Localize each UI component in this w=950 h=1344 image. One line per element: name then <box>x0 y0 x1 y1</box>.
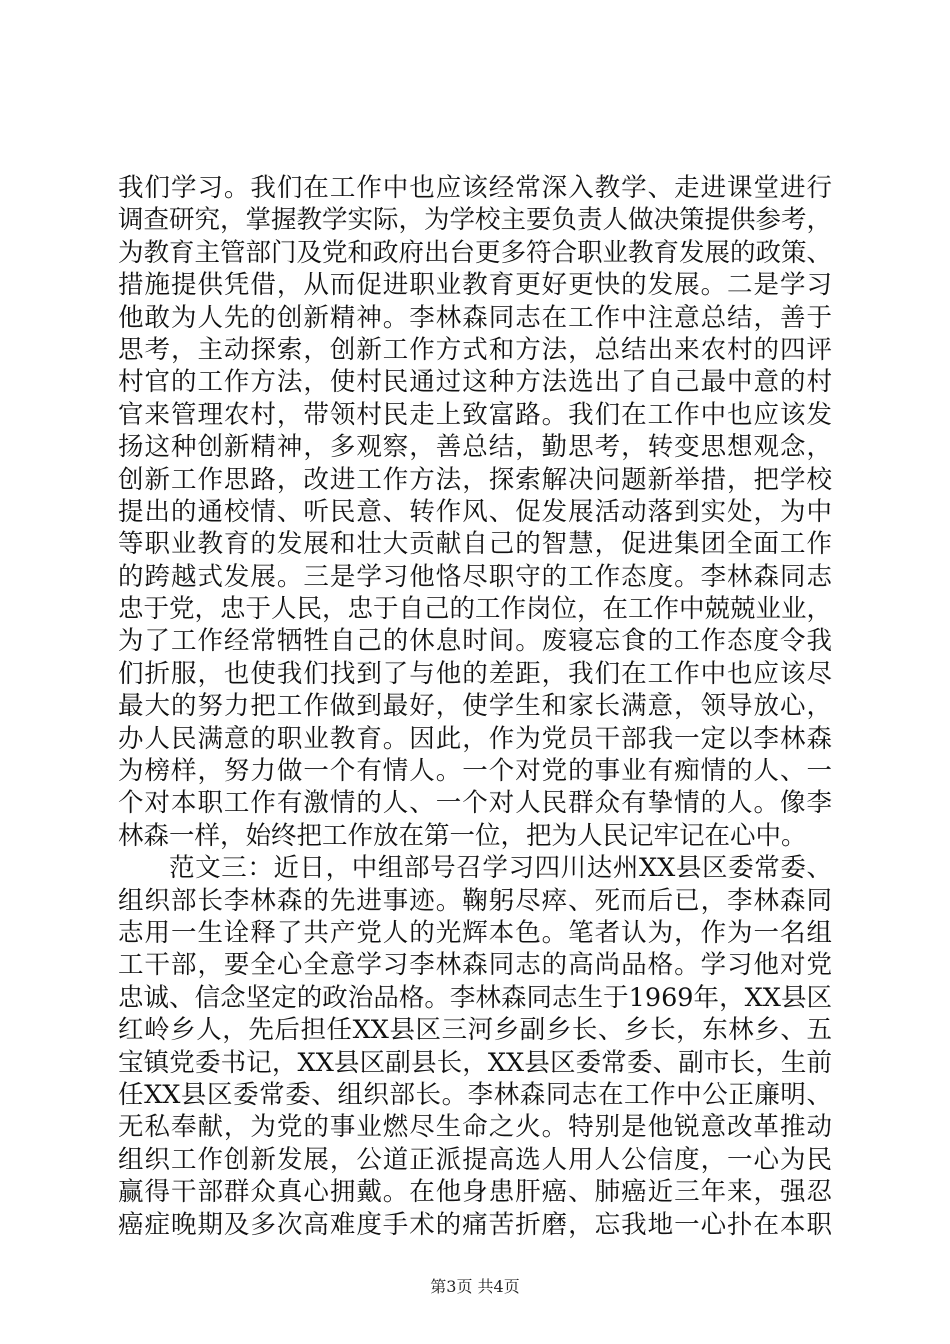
text-line: 赢得干部群众真心拥戴。在他身患肝癌、肺癌近三年来，强忍 <box>118 1177 832 1208</box>
text-line: 志用一生诠释了共产党人的光辉本色。笔者认为，作为一名组 <box>118 917 832 948</box>
text-line: 红岭乡人，先后担任XX县区三河乡副乡长、乡长，东林乡、五 <box>118 1015 832 1046</box>
paragraph-1 <box>118 172 832 852</box>
text-line: 为教育主管部门及党和政府出台更多符合职业教育发展的政策、 <box>118 237 832 268</box>
text-line: 扬这种创新精神，多观察，善总结，勤思考，转变思想观念， <box>118 432 832 463</box>
text-line: 创新工作思路，改进工作方法，探索解决问题新举措，把学校 <box>118 464 832 495</box>
text-line: 任XX县区委常委、组织部长。李林森同志在工作中公正廉明、 <box>118 1079 832 1110</box>
text-line: 组织部长李林森的先进事迹。鞠躬尽瘁、死而后已，李林森同 <box>118 885 832 916</box>
text-line: 最大的努力把工作做到最好，使学生和家长满意，领导放心， <box>118 691 832 722</box>
text-line: 为榜样，努力做一个有情人。一个对党的事业有痴情的人、一 <box>118 756 832 787</box>
text-line: 为了工作经常牺牲自己的休息时间。废寝忘食的工作态度令我 <box>118 626 832 657</box>
text-line: 官来管理农村，带领村民走上致富路。我们在工作中也应该发 <box>118 399 832 430</box>
text-line: 的跨越式发展。三是学习他恪尽职守的工作态度。李林森同志 <box>118 561 832 592</box>
text-line: 办人民满意的职业教育。因此，作为党员干部我一定以李林森 <box>118 723 832 754</box>
page-number: 第3页 共4页 <box>430 1277 520 1296</box>
text-line: 组织工作创新发展，公道正派提高选人用人公信度，一心为民 <box>118 1144 832 1175</box>
document-body <box>118 172 832 1241</box>
text-line: 我们学习。我们在工作中也应该经常深入教学、走进课堂进行 <box>118 173 832 203</box>
text-line: 提出的通校情、听民意、转作风、促发展活动落到实处，为中 <box>118 496 832 527</box>
text-line: 调查研究，掌握教学实际，为学校主要负责人做决策提供参考， <box>118 205 832 236</box>
text-line: 思考，主动探索，创新工作方式和方法，总结出来农村的四评 <box>118 334 832 365</box>
text-line: 个对本职工作有激情的人、一个对人民群众有挚情的人。像李 <box>118 788 832 819</box>
text-line: 们折服，也使我们找到了与他的差距，我们在工作中也应该尽 <box>118 658 832 689</box>
text-line: 他敢为人先的创新精神。李林森同志在工作中注意总结，善于 <box>118 302 832 333</box>
paragraph-2 <box>118 852 832 1241</box>
text-line: 工干部，要全心全意学习李林森同志的高尚品格。学习他对党 <box>118 950 832 981</box>
text-line: 忠于党，忠于人民，忠于自己的工作岗位，在工作中兢兢业业， <box>118 594 832 625</box>
text-line: 癌症晚期及多次高难度手术的痛苦折磨，忘我地一心扑在本职 <box>118 1209 832 1240</box>
text-line: 措施提供凭借，从而促进职业教育更好更快的发展。二是学习 <box>118 270 832 301</box>
text-line: 范文三：近日，中组部号召学习四川达州XX县区委常委、 <box>169 853 832 884</box>
text-line: 等职业教育的发展和壮大贡献自己的智慧，促进集团全面工作 <box>118 529 832 560</box>
text-line: 忠诚、信念坚定的政治品格。李林森同志生于1969年，XX县区 <box>118 982 832 1013</box>
text-line: 村官的工作方法，使村民通过这种方法选出了自己最中意的村 <box>118 367 832 398</box>
text-line: 宝镇党委书记，XX县区副县长，XX县区委常委、副市长，生前 <box>118 1047 832 1078</box>
text-line: 无私奉献，为党的事业燃尽生命之火。特别是他锐意改革推动 <box>118 1112 832 1143</box>
text-line: 林森一样，始终把工作放在第一位，把为人民记牢记在心中。 <box>118 820 807 851</box>
